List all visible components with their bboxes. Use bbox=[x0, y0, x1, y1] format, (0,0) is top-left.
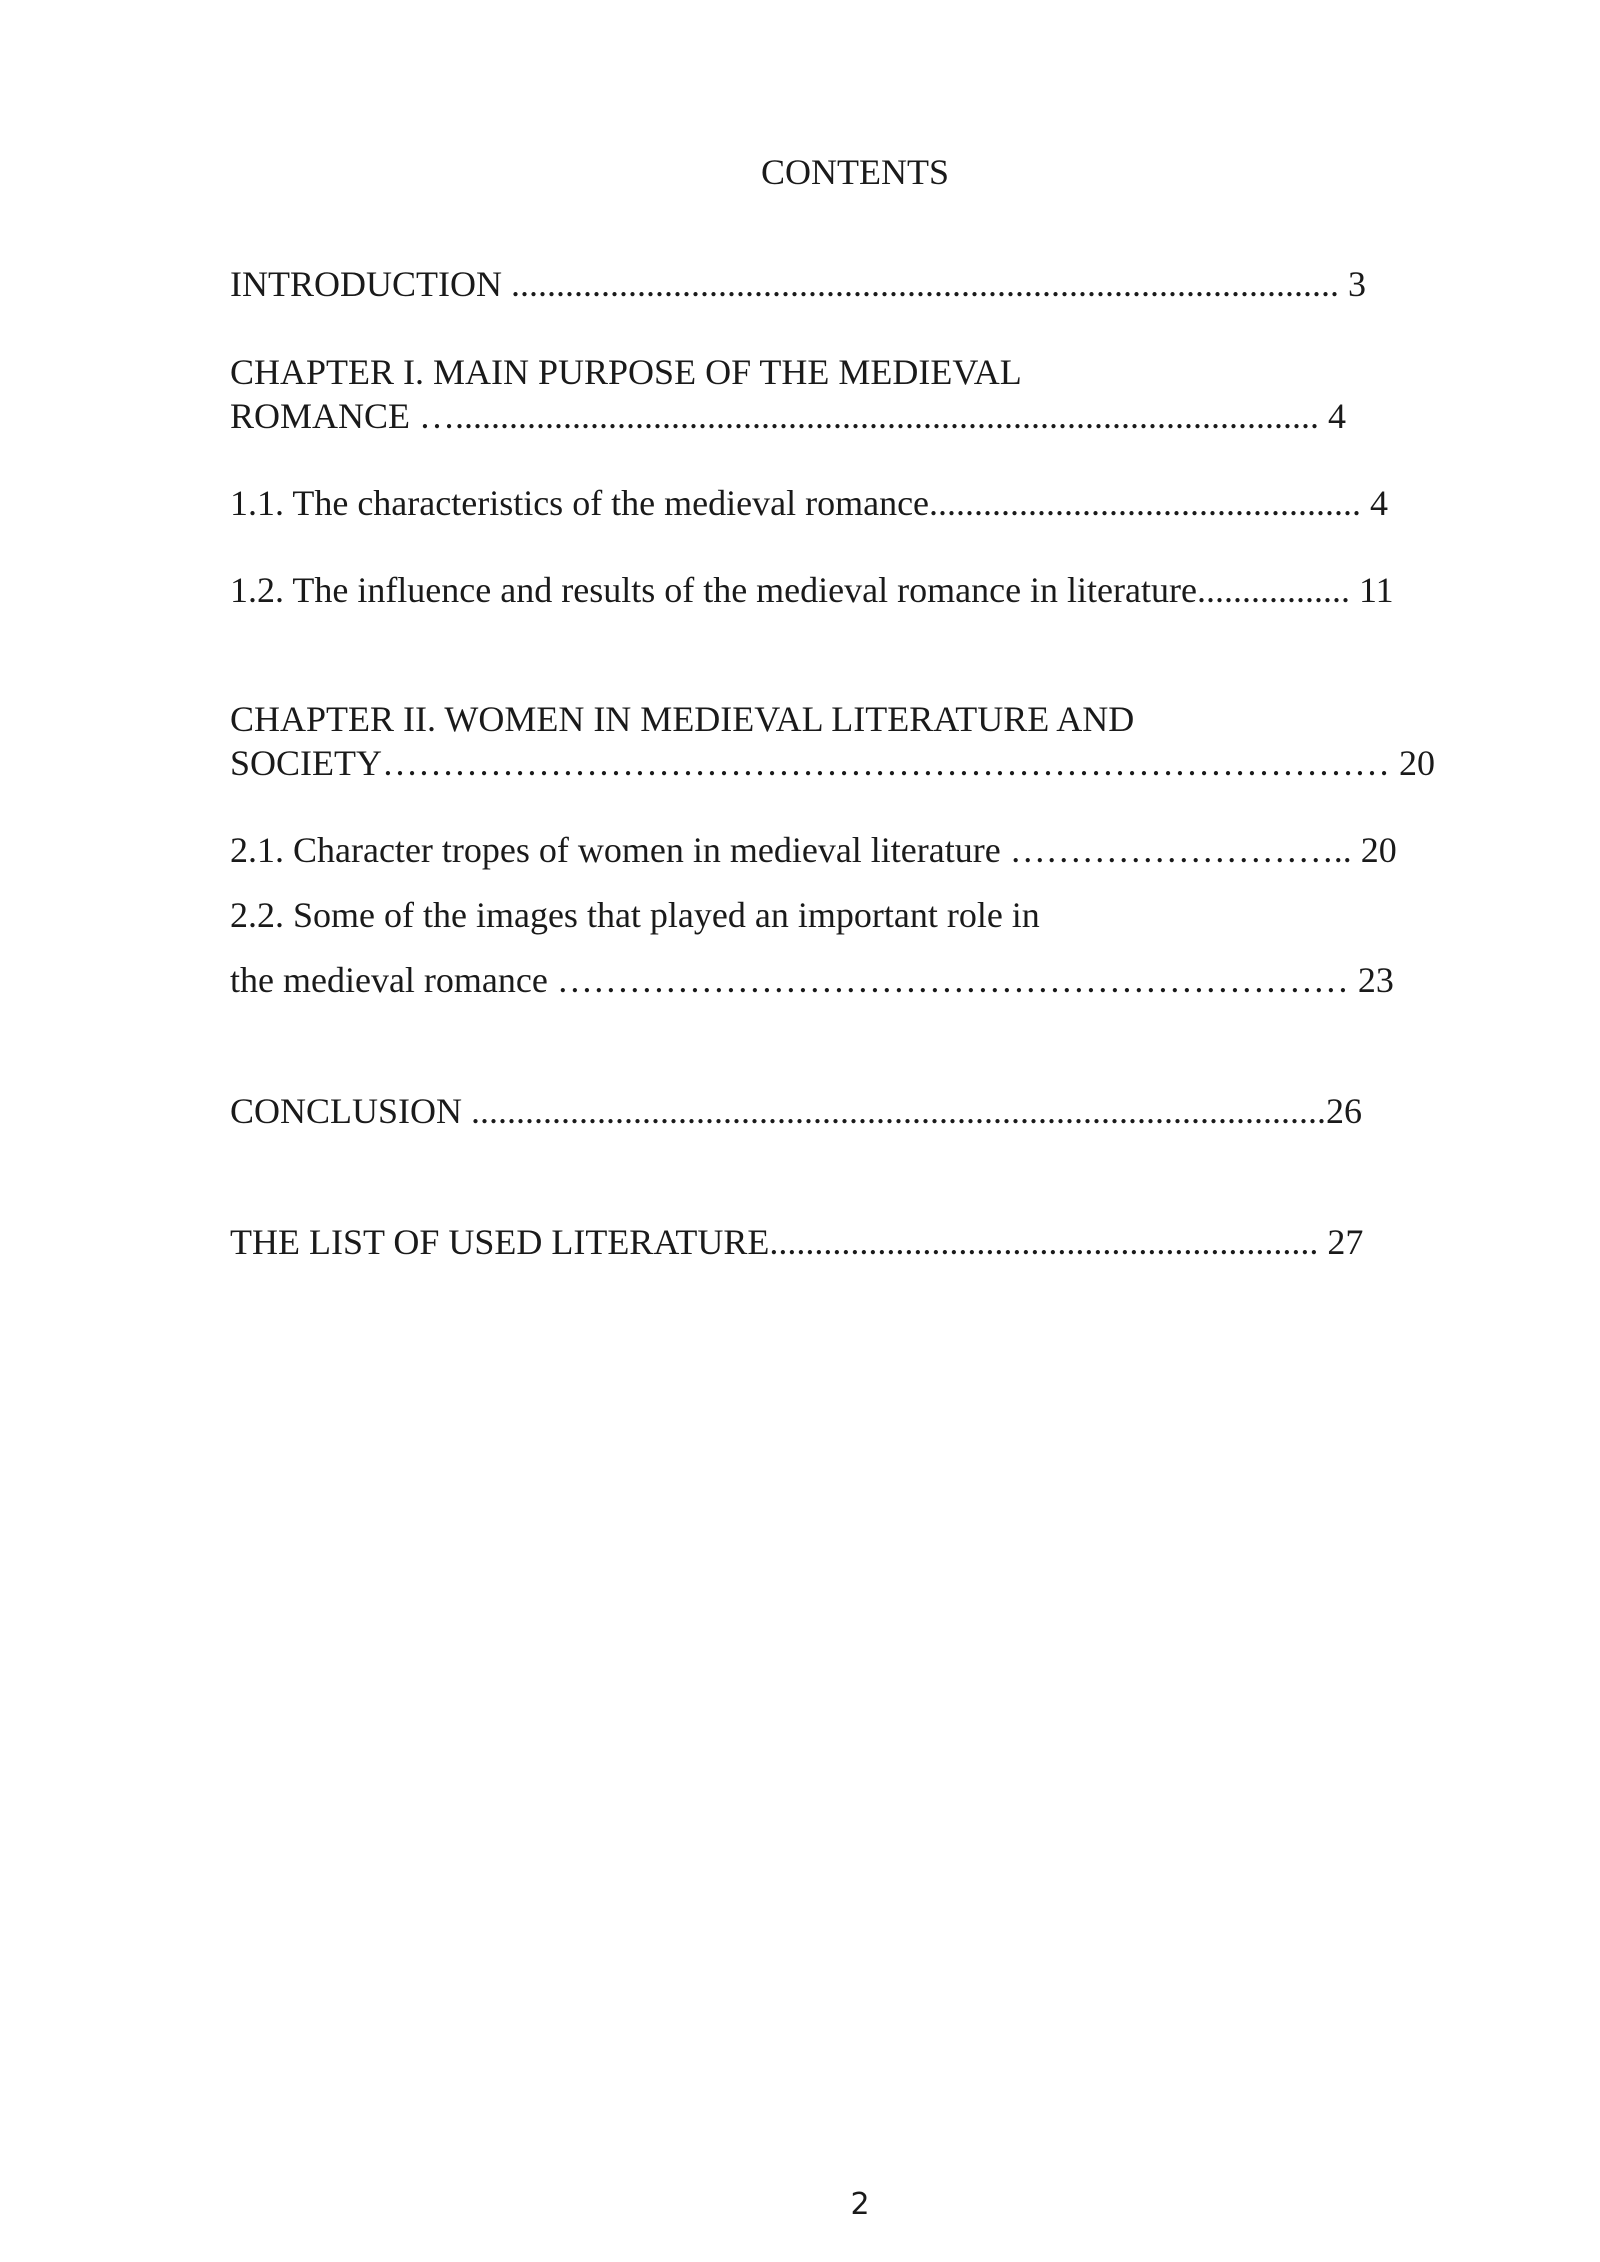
toc-entry-section-2-2-line-1: 2.2. Some of the images that played an important role in bbox=[230, 895, 1040, 935]
toc-title: CONTENTS bbox=[761, 152, 949, 192]
toc-entry-section-2-1: 2.1. Character tropes of women in medieval literature ……………………….. 20 bbox=[230, 830, 1397, 870]
toc-entry-literature: THE LIST OF USED LITERATURE............................................................. 27 bbox=[230, 1222, 1364, 1262]
toc-entry-chapter-1-line-1: CHAPTER I. MAIN PURPOSE OF THE MEDIEVAL bbox=[230, 352, 1022, 392]
toc-entry-chapter-1-line-2: ROMANCE …................................................................................................ 4 bbox=[230, 396, 1347, 436]
toc-entry-conclusion: CONCLUSION ...............................................................................................26 bbox=[230, 1091, 1363, 1131]
page-number: 2 bbox=[850, 2187, 870, 2222]
toc-entry-chapter-2-line-2: SOCIETY………………………………………………………………………… 20 bbox=[230, 743, 1435, 783]
toc-entry-section-2-2-line-2: the medieval romance ………………………………………………………… 23 bbox=[230, 960, 1394, 1000]
toc-entry-introduction: INTRODUCTION ............................................................................................ 3 bbox=[230, 264, 1366, 304]
toc-entry-chapter-2-line-1: CHAPTER II. WOMEN IN MEDIEVAL LITERATURE AND bbox=[230, 699, 1135, 739]
toc-entry-section-1-2: 1.2. The influence and results of the medieval romance in literature................. 11 bbox=[230, 570, 1394, 610]
toc-entry-section-1-1: 1.1. The characteristics of the medieval romance................................................ 4 bbox=[230, 483, 1389, 523]
